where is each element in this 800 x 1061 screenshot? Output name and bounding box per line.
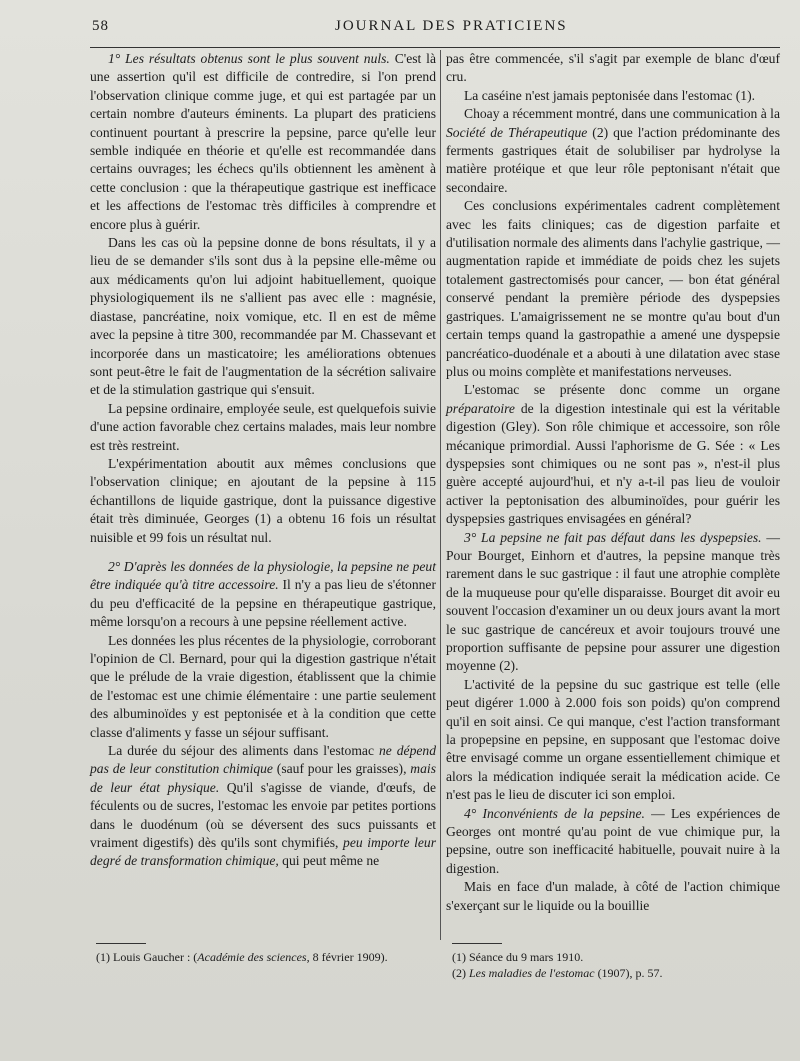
footnote-rule [452, 943, 502, 944]
header-rule [90, 47, 780, 48]
running-title: JOURNAL DES PRATICIENS [335, 18, 568, 34]
paragraph: La pepsine ordinaire, employée seule, est quelquefois suivie d'une action favorable chez certains malades, mais leur nombre est très restreint. [90, 400, 436, 453]
paragraph [90, 742, 436, 871]
italic-phrase: ne dépend pas de leur constitution chimique [90, 743, 437, 777]
italic-phrase: mais de leur état physique. [90, 761, 436, 795]
paragraph-text: C'est là une assertion qu'il est difficile de contredire, si l'on prend l'observation clinique comme juge, et qui est partagée par un certain nombre d'auteurs éminents. La plupart des praticiens continuent pourtant à prescrire la pepsine, parce qu'elle leur semble indiquée en théorie et qu'elle est recommandée dans certains ouvrages; les échecs qu'ils obtiennent les amènent à cette conclusion : que la thérapeutique gastrique est inefficace et les affections de l'estomac très difficiles à comprendre et encore plus à guérir. [90, 51, 436, 232]
section-heading: 1° Les résultats obtenus sont le plus souvent nuls. [108, 51, 390, 66]
paragraph [446, 529, 780, 676]
footnote-text: (1) Louis Gaucher : ( [96, 950, 198, 964]
paragraph-text: Qu'il s'agisse de viande, d'œufs, de féculents ou de sucres, l'estomac les envoie par petites portions dans le duodénum (où se déversent des sucs puissants et vraiment digestifs) dès qu'ils sont chymifiés, [90, 779, 437, 851]
paragraph-text: qui peut même ne [278, 853, 380, 869]
italic-phrase: préparatoire [446, 400, 515, 416]
paragraph: Dans les cas où la pepsine donne de bons résultats, il y a lieu de se demander s'ils sont dus à la pepsine elle-même ou aux médicaments qu'on lui adjoint habituellement, quoique physiologiquement ils ne s'allient pas avec elle : magnésie, diastase, pancréatine, noix vomique, etc. Il en est de même avec la pepsine à titre 300, recommandée par M. Chassevant et incorporée dans un masticatoire; les améliorations obtenues sont peut-être le fait de l'augmentation de la sécrétion salivaire et de la stimulation gastrique qui s'ensuit. [90, 235, 436, 398]
paragraph: La caséine n'est jamais peptonisée dans l'estomac (1). [464, 87, 756, 103]
paragraph-text: Choay a récemment montré, dans une communication à la [464, 106, 780, 122]
paragraph: Mais en face d'un malade, à côté de l'action chimique s'exerçant sur le liquide ou la bouillie [446, 879, 780, 913]
paragraph [90, 50, 436, 234]
paragraph-text: de la digestion intestinale qui est la véritable digestion (Gley). Son rôle chimique et accessoire, son rôle mécanique primordial. Aussi l'aphorisme de G. Sée : « Les dyspepsies sont chimiques ou ne sont pas », n'est-il plus guère accepté aujourd'hui, et n'y a-t-il pas lieu de vouloir activer la peptonisation des albuminoïdes, pour guérir les dyspepsies gastriques envisagées en général? [446, 400, 780, 527]
paragraph: Les données les plus récentes de la physiologie, corroborant l'opinion de Cl. Bernard, pour qui la digestion gastrique n'était que le prélude de la vraie digestion, établissent que la chimie de l'estomac est une chimie élémentaire : une partie seulement des albuminoïdes y est peptonisée et à la condition que cette classe d'aliments y fasse un séjour suffisant. [90, 632, 436, 740]
footnote-rule [96, 943, 146, 944]
paragraph-text: — Pour Bourget, Einhorn et d'autres, la pepsine manque très rarement dans le suc gastrique : il faut une atrophie complète de la muqueuse pour qu'elle disparaisse. Bourget dit avoir eu souvent l'occasion d'examiner un ou deux jours avant la mort le suc gastrique de cancéreux et avoir toujours trouvé une proportion suffisante de pepsine pour assurer une digestion moyenne (2). [446, 529, 781, 674]
footnote-text: 8 février 1909). [309, 950, 388, 964]
paragraph-text: Il n'y a pas lieu de s'étonner du peu d'efficacité de la pepsine en thérapeutique gastrique, même lorsqu'on a recours à une pepsine réellement active. [90, 577, 436, 630]
paragraph [446, 805, 780, 879]
left-column [90, 50, 436, 871]
paragraph-text: (sauf pour les graisses), [272, 761, 411, 777]
footnote-text: (2) [452, 966, 469, 980]
paragraph: pas être commencée, s'il s'agit par exemple de blanc d'œuf cru. [446, 51, 780, 85]
italic-phrase: Les maladies de l'estomac [469, 966, 595, 980]
paragraph [90, 558, 436, 632]
paragraph: Ces conclusions expérimentales cadrent complètement avec les faits cliniques; cas de digestion parfaite et d'utilisation normale des aliments dans l'achylie gastrique, — augmentation rapide et immédiate de poids chez les sujets totalement gastrectomisés pour cancer, — bon état général conservé pendant la première période des dyspepsies gastriques. L'amaigrissement ne se montre qu'au bout d'un certain temps quand la gastropathie a amené une dyspepsie pancréatico-duodénale et a abouti à une dilatation avec stase plus ou moins complète et manifestations nerveuses. [446, 198, 780, 379]
right-column [446, 50, 780, 915]
paragraph: L'activité de la pepsine du suc gastrique est telle (elle peut digérer 1.000 à 2.000 fois son poids) qu'on comprend qu'il en soit ainsi. Ce qui manque, c'est l'action transformant la propepsine en pepsine, en supposant que l'estomac doive être envisagé comme un organe essentiellement chimique et alors la médication indiquée serait la médication acide. Ce n'est pas le lieu de discuter ici son emploi. [446, 676, 780, 803]
column-divider [440, 50, 441, 940]
section-heading: 4° Inconvénients de la pepsine. [464, 805, 645, 821]
paragraph-text: — Les expériences de Georges ont montré qu'au point de vue chimique pur, la pepsine, outre son inefficacité habituelle, pouvait nuire à la digestion. [446, 805, 780, 876]
section-heading: 3° La pepsine ne fait pas défaut dans les dyspepsies. [464, 529, 762, 545]
italic-phrase: Académie des sciences, [197, 950, 310, 964]
italic-phrase: peu importe leur degré de transformation chimique, [90, 835, 436, 869]
footnote [96, 949, 436, 965]
footnotes-right [452, 949, 782, 981]
footnote-text: (1907), p. 57. [594, 966, 663, 980]
page-number: 58 [92, 18, 109, 34]
page-header [0, 14, 800, 42]
paragraph [446, 105, 780, 197]
paragraph-text: La durée du séjour des aliments dans l'estomac [108, 743, 379, 759]
italic-phrase: Société de Thérapeutique [446, 124, 588, 140]
paragraph-text: (2) que l'action prédominante des ferments gastriques était de solubiliser par hydrolyse la matière protéique et que leur rôle peptonisant n'était que secondaire. [446, 124, 780, 195]
footnotes-left [96, 949, 436, 965]
paragraph: L'expérimentation aboutit aux mêmes conclusions que l'observation clinique; en ajoutant de la pepsine à 115 échantillons de liquide gastrique, dont la puissance digestive était très diminuée, Georges (1) a obtenu 16 fois un résultat nuisible et 99 fois un résultat nul. [90, 455, 436, 545]
paragraph-text: L'estomac se présente donc comme un organe [464, 382, 780, 398]
paragraph [446, 381, 780, 528]
footnote: (1) Séance du 9 mars 1910. [452, 950, 584, 964]
footnote [452, 965, 782, 981]
section-heading: 2° D'après les données de la physiologie, la pepsine ne peut être indiquée qu'à titre accessoire. [90, 558, 436, 593]
